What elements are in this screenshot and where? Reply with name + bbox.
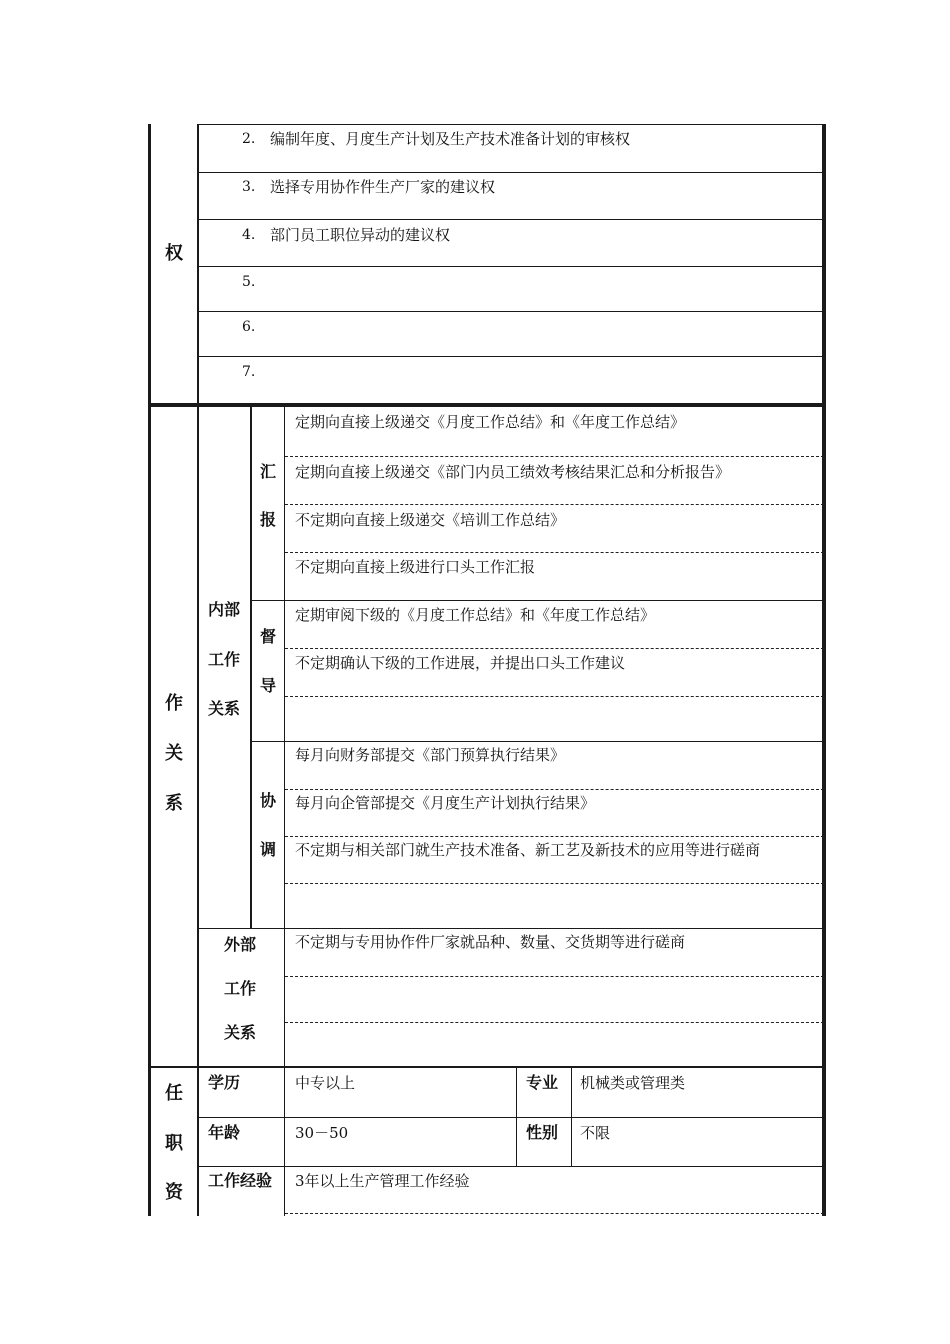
supervise-label-char: 督 [260, 627, 277, 646]
education-value: 中专以上 [295, 1074, 356, 1092]
qualification-row-line [198, 1117, 824, 1118]
authority-label: 权 [165, 243, 183, 264]
internal-external-line [198, 928, 824, 929]
external-relations-label: 外部 [224, 935, 257, 954]
coordinate-label-char: 调 [260, 840, 277, 859]
relations-label-char: 作 [165, 693, 183, 714]
dashed-separator [285, 552, 824, 553]
supervise-coordinate-line [250, 741, 824, 742]
qualification-divider [516, 1067, 517, 1166]
authority-item-number: 2. [242, 131, 256, 147]
internal-relations-label: 关系 [208, 699, 241, 718]
major-value: 机械类或管理类 [580, 1074, 686, 1092]
report-label-char: 汇 [260, 462, 277, 481]
authority-row-line [198, 172, 824, 173]
dashed-separator [285, 789, 824, 790]
qualifications-label-char: 任 [165, 1083, 183, 1104]
report-label-char: 报 [260, 510, 277, 529]
top-border [198, 124, 824, 125]
dashed-separator [285, 504, 824, 505]
authority-row-line [198, 266, 824, 267]
coordinate-item: 每月向企管部提交《月度生产计划执行结果》 [295, 794, 596, 812]
report-item: 定期向直接上级递交《部门内员工绩效考核结果汇总和分析报告》 [295, 463, 731, 481]
external-item: 不定期与专用协作件厂家就品种、数量、交货期等进行磋商 [295, 933, 686, 951]
authority-item-number: 3. [242, 179, 256, 195]
relations-label-char: 系 [165, 793, 183, 814]
qualifications-label-char: 职 [165, 1133, 183, 1154]
authority-item-number: 7. [242, 364, 256, 380]
dashed-separator [285, 648, 824, 649]
age-label: 年龄 [208, 1123, 241, 1142]
sub-label-divider [284, 407, 285, 1067]
qualification-top-line [150, 1066, 826, 1068]
dashed-separator [285, 1213, 824, 1214]
internal-label-divider [250, 407, 252, 928]
coordinate-label-char: 协 [260, 791, 277, 810]
authority-item-number: 6. [242, 319, 256, 335]
authority-item-text: 部门员工职位异动的建议权 [270, 226, 451, 244]
external-relations-label: 关系 [224, 1023, 257, 1042]
qualification-label-divider [284, 1067, 285, 1216]
dashed-separator [285, 836, 824, 837]
qualification-row-line [198, 1166, 824, 1167]
coordinate-item: 每月向财务部提交《部门预算执行结果》 [295, 746, 566, 764]
report-item: 定期向直接上级递交《月度工作总结》和《年度工作总结》 [295, 413, 686, 431]
authority-row-line [198, 219, 824, 220]
experience-label: 工作经验 [208, 1171, 273, 1190]
major-label: 专业 [526, 1073, 559, 1092]
supervise-item: 不定期确认下级的工作进展，并提出口头工作建议 [295, 654, 626, 672]
authority-item-number: 5. [242, 274, 256, 290]
education-label: 学历 [208, 1073, 241, 1092]
gender-label: 性别 [526, 1123, 559, 1142]
experience-value: 3年以上生产管理工作经验 [295, 1172, 470, 1190]
gender-value: 不限 [580, 1124, 611, 1142]
report-item: 不定期向直接上级递交《培训工作总结》 [295, 511, 566, 529]
dashed-separator [285, 1022, 824, 1023]
qualification-divider [571, 1067, 572, 1166]
label-column-divider [197, 124, 199, 1216]
right-border [822, 124, 826, 1216]
external-relations-label: 工作 [224, 979, 257, 998]
authority-item-number: 4. [242, 227, 256, 243]
supervise-label-char: 导 [260, 676, 277, 695]
supervise-item: 定期审阅下级的《月度工作总结》和《年度工作总结》 [295, 606, 656, 624]
internal-relations-label: 工作 [208, 650, 241, 669]
report-supervise-line [250, 600, 824, 601]
authority-row-line [198, 311, 824, 312]
age-value: 30－50 [295, 1124, 349, 1142]
left-border [148, 124, 151, 1216]
internal-relations-label: 内部 [208, 600, 241, 619]
authority-item-text: 编制年度、月度生产计划及生产技术准备计划的审核权 [270, 130, 631, 148]
coordinate-item: 不定期与相关部门就生产技术准备、新工艺及新技术的应用等进行磋商 [295, 841, 761, 859]
qualifications-label-char: 资 [165, 1182, 183, 1203]
authority-row-line [198, 356, 824, 357]
report-item: 不定期向直接上级进行口头工作汇报 [295, 558, 536, 576]
relations-label-char: 关 [165, 743, 183, 764]
dashed-separator [285, 456, 824, 457]
dashed-separator [285, 976, 824, 977]
dashed-separator [285, 696, 824, 697]
authority-item-text: 选择专用协作件生产厂家的建议权 [270, 178, 496, 196]
dashed-separator [285, 883, 824, 884]
